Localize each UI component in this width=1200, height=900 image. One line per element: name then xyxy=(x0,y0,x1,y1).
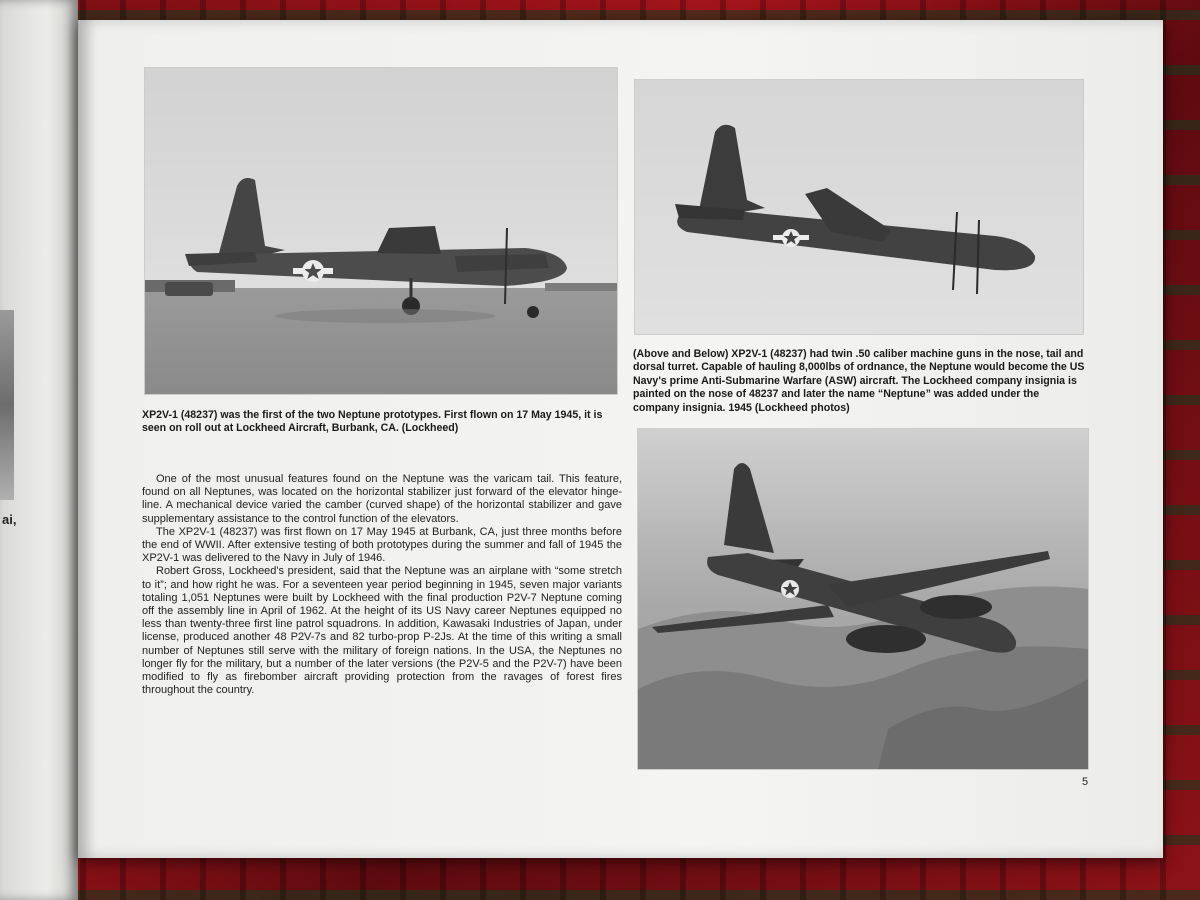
caption-top-left: XP2V-1 (48237) was the first of the two Neptune prototypes. First flown on 17 May 1945, it is seen on roll out at Lockheed Aircraft, Burbank, CA. (Lockheed) xyxy=(142,409,603,435)
photo-aircraft-on-ground-image xyxy=(145,68,617,394)
book-page xyxy=(78,20,1163,858)
photo-aircraft-in-flight-side-image xyxy=(635,80,1083,334)
photo-aircraft-in-flight-side xyxy=(635,80,1083,334)
page-number: 5 xyxy=(1082,776,1089,788)
facing-page-edge xyxy=(0,0,78,900)
photo-aircraft-over-mountains xyxy=(638,429,1088,769)
body-paragraph: The XP2V-1 (48237) was first flown on 17 May 1945 at Burbank, CA, just three months before the end of WWII. After extensive testing of both prototypes during the summer and fall of 1945 the XP2V-1 was delivered to the Navy in July of 1946. xyxy=(142,525,622,565)
body-paragraph: Robert Gross, Lockheed's president, said that the Neptune was an airplane with “some stretch to it”; and how right he was. For a seventeen year period beginning in 1945, seven major variants totaling 1,051 Neptunes were built by Lockheed with the final production P2V-7 Neptune coming off the assembly line in April of 1962. At the height of its US Navy career Neptunes equipped no less than twenty-three first line patrol squadrons. In addition, Kawasaki Industries of Japan, under license, produced another 48 P2V-7s and 82 turbo-prop P-2Js. At the time of this writing a small number of Neptunes still serve with the military of foreign nations. In the USA, the Neptunes no longer fly for the military, but a number of the later versions (the P2V-5 and the P2V-7) have been modified to fly as firebomber aircraft providing protection from the ravages of forest fires throughout the country. xyxy=(142,565,622,697)
facing-page-text-fragment: ai, xyxy=(2,512,17,527)
body-paragraph: One of the most unusual features found on the Neptune was the varicam tail. This feature, found on all Neptunes, was located on the horizontal stabilizer just forward of the elevator hinge-line. A mechanical device varied the camber (curved shape) of the horizontal stabilizer and gave supplementary assistance to the control function of the elevators. xyxy=(142,473,622,525)
facing-page-photo-fragment xyxy=(0,310,14,500)
caption-right: (Above and Below) XP2V-1 (48237) had twin .50 caliber machine guns in the nose, tail and dorsal turret. Capable of hauling 8,000lbs of ordnance, the Neptune would become the US Navy's prime Anti-Submarine Warfare (ASW) aircraft. The Lockheed company insignia is painted on the nose of 48237 and later the name “Neptune” was added under the company insignia. 1945 (Lockheed photos) xyxy=(633,348,1085,414)
body-text xyxy=(142,473,622,697)
photo-aircraft-on-ground xyxy=(145,68,617,394)
photo-aircraft-over-mountains-image xyxy=(638,429,1088,769)
